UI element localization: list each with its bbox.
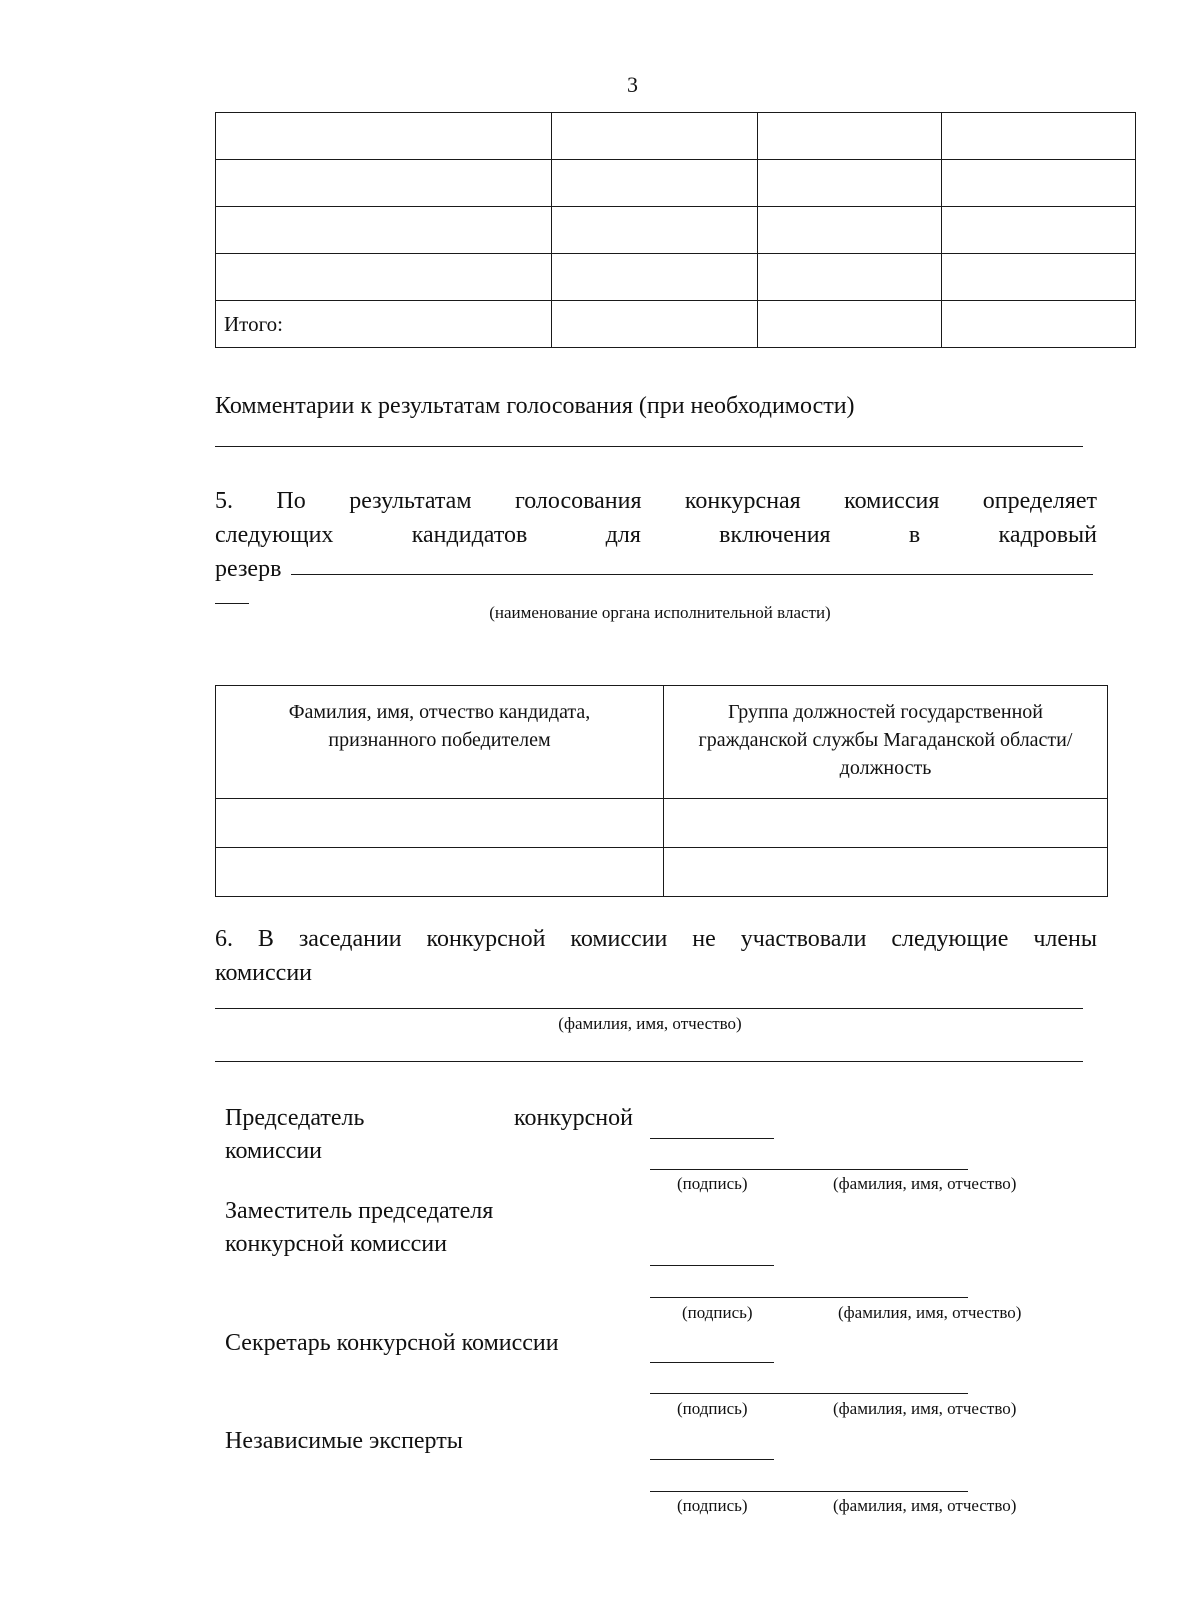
name-caption: (фамилия, имя, отчество) <box>833 1174 1017 1193</box>
total-cell <box>758 301 942 348</box>
table-cell <box>216 254 552 301</box>
table-row <box>216 799 1108 848</box>
signature-line[interactable] <box>650 1265 774 1266</box>
signature-role <box>225 1195 493 1261</box>
signature-caption: (подпись) <box>677 1399 748 1418</box>
winners-table <box>215 685 1108 897</box>
reserve-line-end <box>215 603 249 604</box>
table-row <box>216 254 1136 301</box>
section5-line2: следующих кандидатов для включения в кадровый <box>215 522 1097 548</box>
signature-line[interactable] <box>650 1362 774 1363</box>
table-cell <box>758 254 942 301</box>
role-line1: Председатель конкурсной <box>225 1105 633 1131</box>
name-caption: (фамилия, имя, отчество) <box>838 1303 1022 1322</box>
name-caption: (фамилия, имя, отчество) <box>833 1496 1017 1515</box>
page-number: 3 <box>627 72 638 97</box>
position-group-header <box>664 686 1108 799</box>
signature-caption: (подпись) <box>682 1303 753 1322</box>
name-line[interactable] <box>650 1169 968 1170</box>
table-row <box>216 160 1136 207</box>
section5-caption: (наименование органа исполнительной власти) <box>489 603 831 622</box>
role-line2: комиссии <box>225 1138 323 1164</box>
table-cell <box>552 254 758 301</box>
table-cell[interactable] <box>664 799 1108 848</box>
table-cell <box>942 113 1136 160</box>
name-line[interactable] <box>650 1393 968 1394</box>
table-cell[interactable] <box>216 848 664 897</box>
table-cell <box>216 207 552 254</box>
voting-results-table <box>215 112 1136 348</box>
table-header-row <box>216 686 1108 799</box>
table-cell <box>552 160 758 207</box>
role-line1: Заместитель председателя <box>225 1198 494 1224</box>
section5-line1: 5. По результатам голосования конкурсная комиссия определяет <box>215 488 1097 514</box>
signature-role <box>225 1102 633 1168</box>
table-row <box>216 113 1136 160</box>
reserve-body-line[interactable] <box>291 574 1093 575</box>
table-cell <box>758 207 942 254</box>
table-cell <box>942 254 1136 301</box>
role-line1: Секретарь конкурсной комиссии <box>225 1330 559 1356</box>
table-cell <box>758 113 942 160</box>
name-line[interactable] <box>650 1297 968 1298</box>
total-row <box>216 301 1136 348</box>
header-text: Фамилия, имя, отчество кандидата, признанного победителем <box>288 701 591 751</box>
total-cell <box>552 301 758 348</box>
total-cell <box>942 301 1136 348</box>
table-row <box>216 207 1136 254</box>
name-line[interactable] <box>650 1491 968 1492</box>
table-cell <box>216 113 552 160</box>
header-text: Группа должностей государственной гражданской службы Магаданской области/должность <box>698 701 1073 779</box>
signature-role <box>225 1425 463 1458</box>
signature-line[interactable] <box>650 1138 774 1139</box>
role-line1: Независимые эксперты <box>225 1428 463 1454</box>
section6-line2: комиссии <box>215 960 313 986</box>
signature-role <box>225 1327 559 1360</box>
section6-line1: 6. В заседании конкурсной комиссии не участвовали следующие члены <box>215 926 1097 952</box>
table-cell <box>942 207 1136 254</box>
table-cell <box>216 160 552 207</box>
absent-members-line[interactable] <box>215 1008 1083 1009</box>
table-cell[interactable] <box>216 799 664 848</box>
signature-caption: (подпись) <box>677 1496 748 1515</box>
table-cell[interactable] <box>664 848 1108 897</box>
name-caption: (фамилия, имя, отчество) <box>833 1399 1017 1418</box>
winner-name-header <box>216 686 664 799</box>
comments-line[interactable] <box>215 446 1083 447</box>
section6-caption: (фамилия, имя, отчество) <box>558 1014 742 1033</box>
table-row <box>216 848 1108 897</box>
total-label: Итого: <box>216 301 552 348</box>
signature-line[interactable] <box>650 1459 774 1460</box>
section5-line3-prefix: резерв <box>215 556 282 582</box>
table-cell <box>758 160 942 207</box>
absent-members-line-2[interactable] <box>215 1061 1083 1062</box>
table-cell <box>552 113 758 160</box>
table-cell <box>552 207 758 254</box>
signature-caption: (подпись) <box>677 1174 748 1193</box>
table-cell <box>942 160 1136 207</box>
role-line2: конкурсной комиссии <box>225 1231 447 1257</box>
comments-label: Комментарии к результатам голосования (при необходимости) <box>215 393 855 419</box>
